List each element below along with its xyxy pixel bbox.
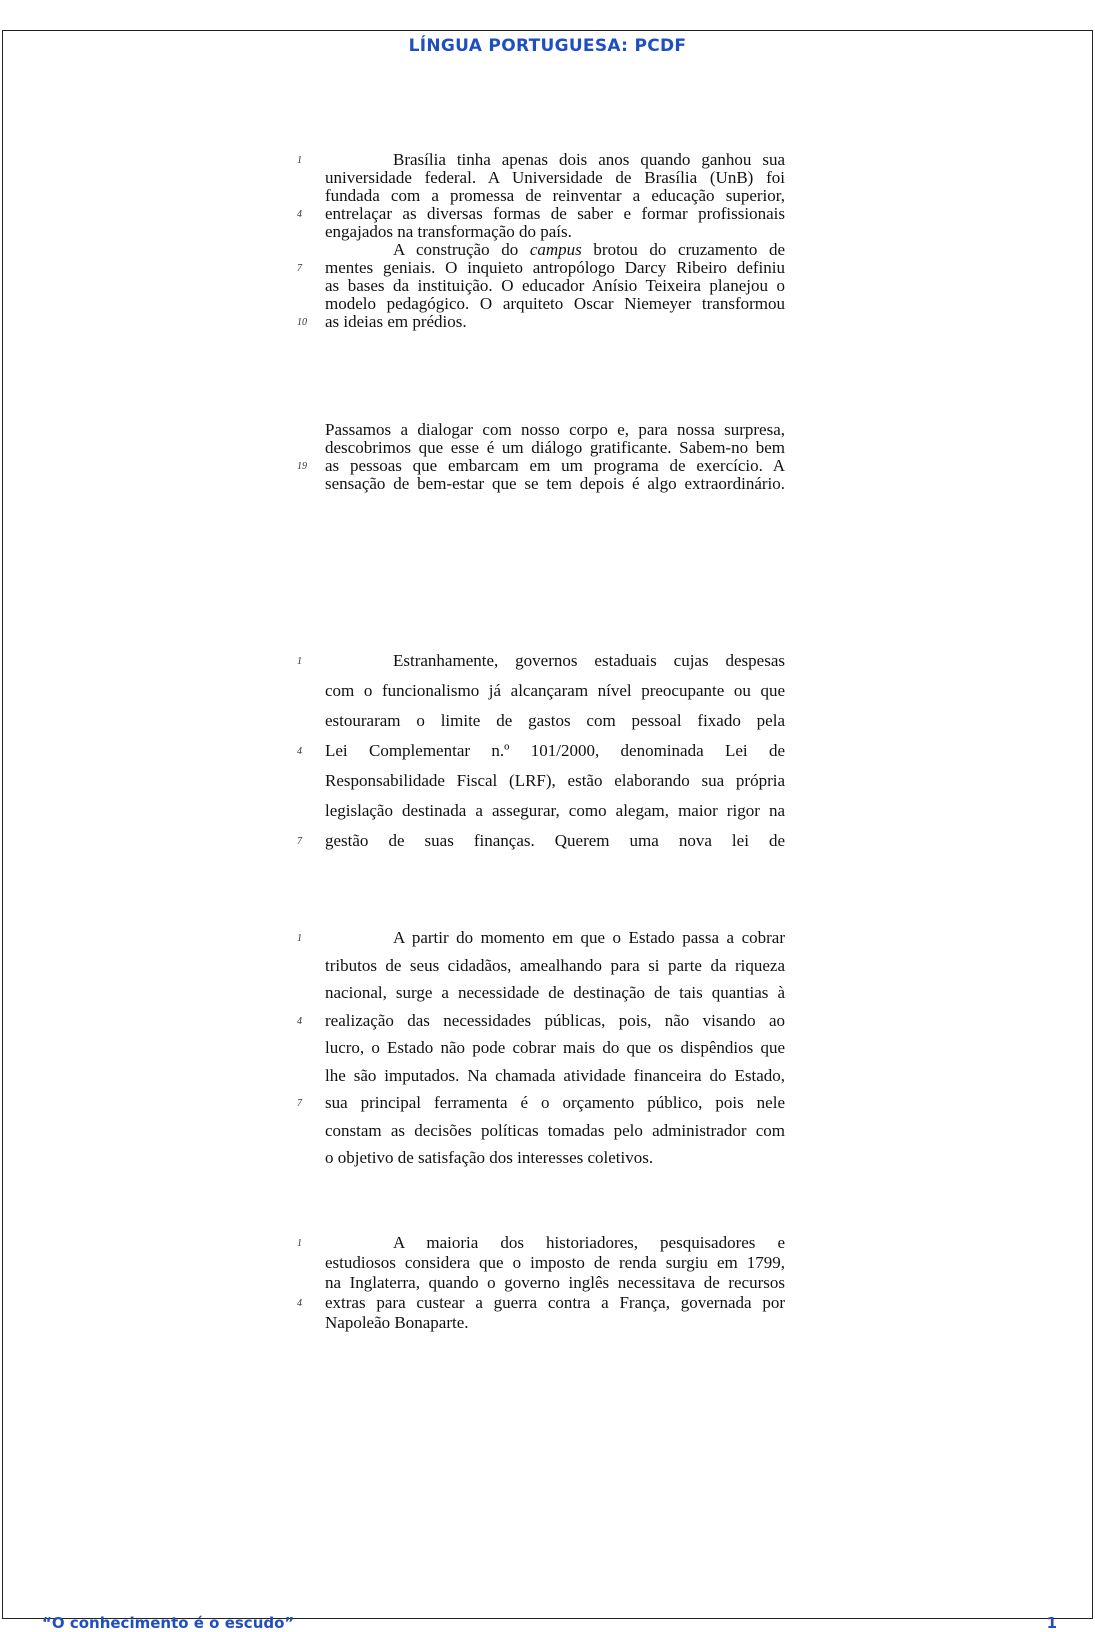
text-line	[325, 223, 785, 241]
line-text: estouraram o limite de gastos com pessoal fixado pela	[325, 711, 785, 730]
line-text: sensação de bem-estar que se tem depois é algo extraordinário.	[325, 474, 785, 493]
excerpt-unb	[297, 150, 785, 339]
excerpt-imposto-renda	[297, 1233, 785, 1333]
line-text: com o funcionalismo já alcançaram nível preocupante ou que	[325, 681, 785, 700]
line-number: 7	[297, 836, 302, 847]
line-text: extras para custear a guerra contra a França, governada por	[325, 1293, 785, 1312]
text-line	[325, 766, 785, 796]
page-title: LÍNGUA PORTUGUESA: PCDF	[408, 36, 687, 56]
text-line	[297, 646, 785, 676]
text-line	[325, 439, 785, 457]
line-text: modelo pedagógico. O arquiteto Oscar Niemeyer transformou	[325, 294, 785, 313]
line-text: Napoleão Bonaparte.	[325, 1313, 469, 1332]
text-line	[325, 676, 785, 706]
text-line	[297, 924, 785, 952]
footer-quote: “O conhecimento é o escudo”	[42, 1614, 295, 1632]
text-line	[325, 1144, 785, 1172]
line-text: nacional, surge a necessidade de destinação de tais quantias à	[325, 983, 785, 1002]
line-text: lucro, o Estado não pode cobrar mais do que os dispêndios que	[325, 1038, 785, 1057]
line-text: legislação destinada a assegurar, como alegam, maior rigor na	[325, 801, 785, 820]
text-line	[325, 475, 785, 493]
line-number: 1	[297, 155, 302, 166]
text-line	[325, 1313, 785, 1333]
line-number: 7	[297, 1098, 302, 1109]
line-text: Responsabilidade Fiscal (LRF), estão elaborando sua própria	[325, 771, 785, 790]
line-text-part: brotou do cruzamento de	[581, 240, 785, 259]
line-number: 4	[297, 209, 302, 220]
text-line	[297, 1007, 785, 1035]
line-text: tributos de seus cidadãos, amealhando para si parte da riqueza	[325, 955, 785, 975]
line-text: gestão de suas finanças. Querem uma nova lei de	[325, 831, 785, 850]
line-text: o objetivo de satisfação dos interesses coletivos.	[325, 1148, 654, 1167]
line-number: 4	[297, 1015, 302, 1027]
line-text: Lei Complementar n.º 101/2000, denominada Lei de	[325, 741, 785, 760]
line-number: 1	[297, 656, 302, 667]
line-number: 19	[297, 461, 307, 472]
text-line	[325, 1117, 785, 1145]
line-number: 7	[297, 263, 302, 274]
text-line	[297, 1293, 785, 1313]
line-text: estudiosos considera que o imposto de renda surgiu em 1799,	[325, 1253, 785, 1272]
line-number: 4	[297, 746, 302, 757]
line-number: 1	[297, 1238, 302, 1249]
line-text: descobrimos que esse é um diálogo gratificante. Sabem-no bem	[325, 438, 785, 457]
line-text: mentes geniais. O inquieto antropólogo Darcy Ribeiro definiu	[325, 258, 785, 277]
page-number: 1	[1046, 1614, 1057, 1632]
line-text: engajados na transformação do país.	[325, 222, 572, 241]
line-text: constam as decisões políticas tomadas pelo administrador com	[325, 1120, 785, 1140]
text-line	[325, 706, 785, 736]
text-line	[325, 1062, 785, 1090]
excerpt-corpo	[297, 420, 785, 493]
text-line	[325, 952, 785, 980]
line-text: Brasília tinha apenas dois anos quando ganhou sua	[393, 150, 785, 169]
text-line	[325, 295, 785, 313]
line-text: na Inglaterra, quando o governo inglês necessitava de recursos	[325, 1273, 785, 1292]
line-text: universidade federal. A Universidade de Brasília (UnB) foi	[325, 168, 785, 187]
text-line	[325, 1253, 785, 1273]
text-line	[325, 1273, 785, 1293]
line-text: realização das necessidades públicas, pois, não visando ao	[325, 1010, 785, 1030]
line-text: A maioria dos historiadores, pesquisadores e	[393, 1233, 785, 1252]
text-line	[297, 258, 785, 277]
text-line	[297, 826, 785, 856]
line-number: 1	[297, 933, 302, 944]
excerpt-lrf	[297, 646, 785, 856]
text-line	[325, 277, 785, 295]
line-text: Estranhamente, governos estaduais cujas despesas	[393, 651, 785, 670]
line-text: as ideias em prédios.	[325, 312, 467, 331]
italic-word: campus	[529, 240, 582, 259]
text-line	[297, 1233, 785, 1253]
text-line	[297, 456, 785, 475]
line-number: 10	[297, 317, 307, 328]
line-text: as bases da instituição. O educador Anísio Teixeira planejou o	[325, 276, 785, 295]
line-text: sua principal ferramenta é o orçamento público, pois nele	[325, 1093, 785, 1112]
text-line	[297, 1089, 785, 1117]
text-line	[325, 241, 785, 259]
line-text: fundada com a promessa de reinventar a educação superior,	[325, 186, 785, 205]
line-text: lhe são imputados. Na chamada atividade financeira do Estado,	[325, 1065, 785, 1085]
cropped-line	[325, 331, 785, 339]
text-line	[325, 1034, 785, 1062]
text-line	[297, 150, 785, 169]
line-text: Passamos a dialogar com nosso corpo e, para nossa surpresa,	[325, 420, 785, 439]
text-line	[325, 169, 785, 187]
line-text: A partir do momento em que o Estado passa a cobrar	[393, 928, 785, 947]
line-text	[393, 241, 785, 259]
text-line	[325, 421, 785, 439]
excerpt-orcamento	[297, 924, 785, 1172]
line-text: entrelaçar as diversas formas de saber e formar profissionais	[325, 204, 785, 223]
text-line	[297, 736, 785, 766]
line-text: as pessoas que embarcam em um programa de exercício. A	[325, 456, 785, 475]
text-line	[297, 204, 785, 223]
text-line	[325, 796, 785, 826]
text-line	[325, 979, 785, 1007]
line-text-part: A construção do	[393, 240, 530, 259]
text-line	[297, 312, 785, 331]
text-line	[325, 187, 785, 205]
line-number: 4	[297, 1298, 302, 1309]
